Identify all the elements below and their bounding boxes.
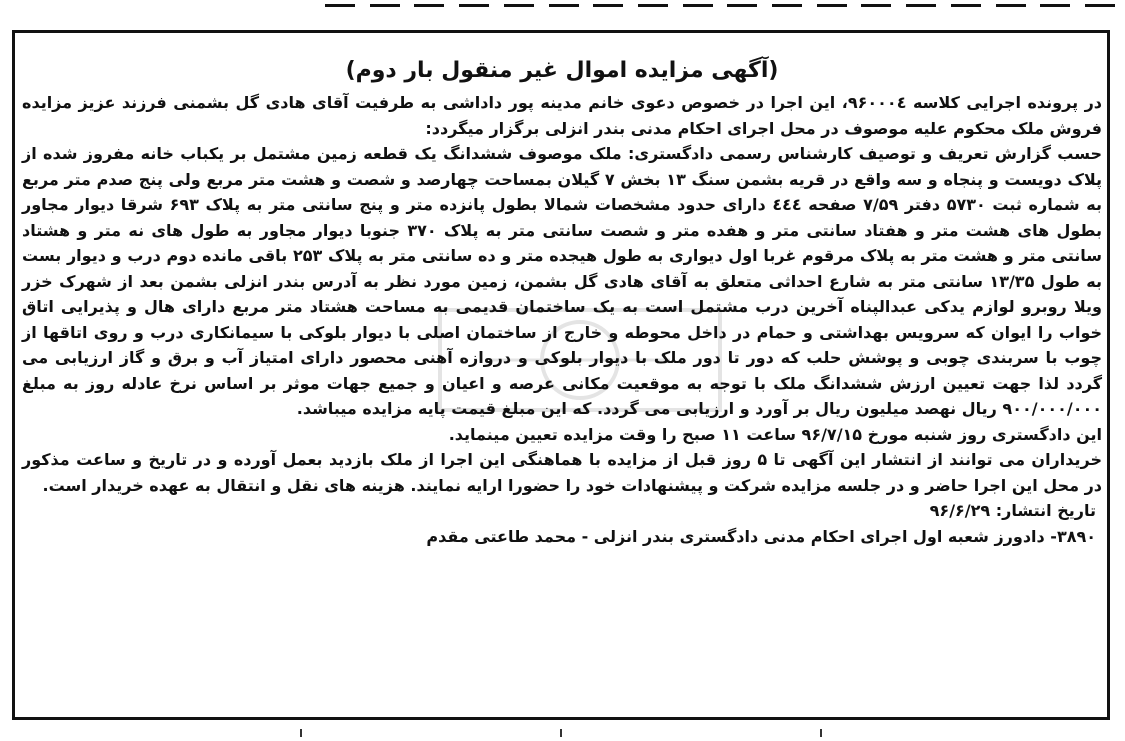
top-dashed-rule: [325, 4, 1115, 8]
case-intro-paragraph: در پرونده اجرایی کلاسه ۹۶۰۰۰٤، این اجرا در خصوص دعوی خانم مدینه پور داداشی به طرفیت آقای هادی گل بشمنی فرزند عزیز مزایده فروش ملک محکوم علیه موصوف در محل اجرای احکام مدنی بندر انزلی برگزار میگردد:: [22, 93, 1102, 138]
publish-date: تاریخ انتشار: ۹۶/۶/۲۹: [929, 501, 1096, 520]
property-description-paragraph: حسب گزارش تعریف و توصیف کارشناس رسمی دادگستری: ملک موصوف ششدانگ یک قطعه زمین مشتمل بر یکباب خانه مفروز شده از پلاک دویست و پنجاه و سه واقع در قریه بشمن سنگ ۱۳ بخش ۷ گیلان بمساحت چهارصد و شصت و هشت متر مربع ولی پنج صدم متر مربع به شماره ثبت ۵۷۳۰ دفتر ۷/۵۹ صفحه ٤٤٤ دارای حدود مشخصات شمالا بطول پانزده متر و پنج سانتی متر به پلاک ۶۹۳ شرقا دیوار مجاور بطول های هشت متر و هفتاد سانتی متر و هفده متر و شصت سانتی متر به پلاک ۳۷۰ جنوبا دیوار مجاور به طول های نه متر و هشتاد سانتی متر و هشت متر به پلاک مرقوم غربا اول دیواری به طول هیجده متر و ده سانتی متر به پلاک ۲۵۳ باقی مانده دوم درب و دیوار بست به طول ۱۳/۳۵ سانتی متر به شارع احداثی متعلق به آقای هادی گل بشمن، زمین مورد نظر به آدرس بندر انزلی بشمن بعد از شهرک خزر ویلا روبرو لوازم یدکی عبدالپناه آخرین درب مشتمل است به یک ساختمان قدیمی به مساحت هشتاد متر مربع دارای هال و پذیرایی اتاق خواب را ایوان که سرویس بهداشتی و حمام در داخل محوطه و خارج از ساختمان اصلی با دیوار بلوکی با سیمانکاری درب و روی اتاقها از چوب با سربندی چوبی و پوشش حلب که دور تا دور ملک با دیوار بلوکی و دروازه آهنی محصور دارای امتیاز آب و برق و گاز ارزیابی می گردد لذا جهت تعیین ارزش ششدانگ ملک با توجه به موقعیت مکانی عرصه و اعیان و جمیع جهات موثر بر اساس نرخ عادله روز به مبلغ ۹۰۰/۰۰۰/۰۰۰ ریال نهصد میلیون ریال بر آورد و ارزیابی می گردد. که این مبلغ قیمت پایه مزایده میباشد.: [22, 144, 1103, 418]
signature-line: ۳۸۹۰- دادورز شعبه اول اجرای احکام مدنی دادگستری بندر انزلی - محمد طاعتی مقدم: [426, 526, 1096, 546]
buyers-paragraph: خریداران می توانند از انتشار این آگهی تا ۵ روز قبل از مزایده با هماهنگی این اجرا از ملک بازدید بعمل آورده و در تاریخ و ساعت مذکور در محل این اجرا حاضر و در جلسه مزایده شرکت و پیشنهادات خود را حضورا ارایه نمایند. هزینه های نقل و انتقال به عهده خریدار است.: [22, 450, 1102, 495]
auction-time-paragraph: این دادگستری روز شنبه مورخ ۹۶/۷/۱۵ ساعت ۱۱ صبح را وقت مزایده تعیین مینماید.: [448, 424, 1102, 444]
notice-title: (آگهی مزایده اموال غیر منقول بار دوم): [345, 58, 779, 83]
bottom-tick-marks: [0, 723, 1125, 737]
auction-notice: [22, 54, 1102, 549]
